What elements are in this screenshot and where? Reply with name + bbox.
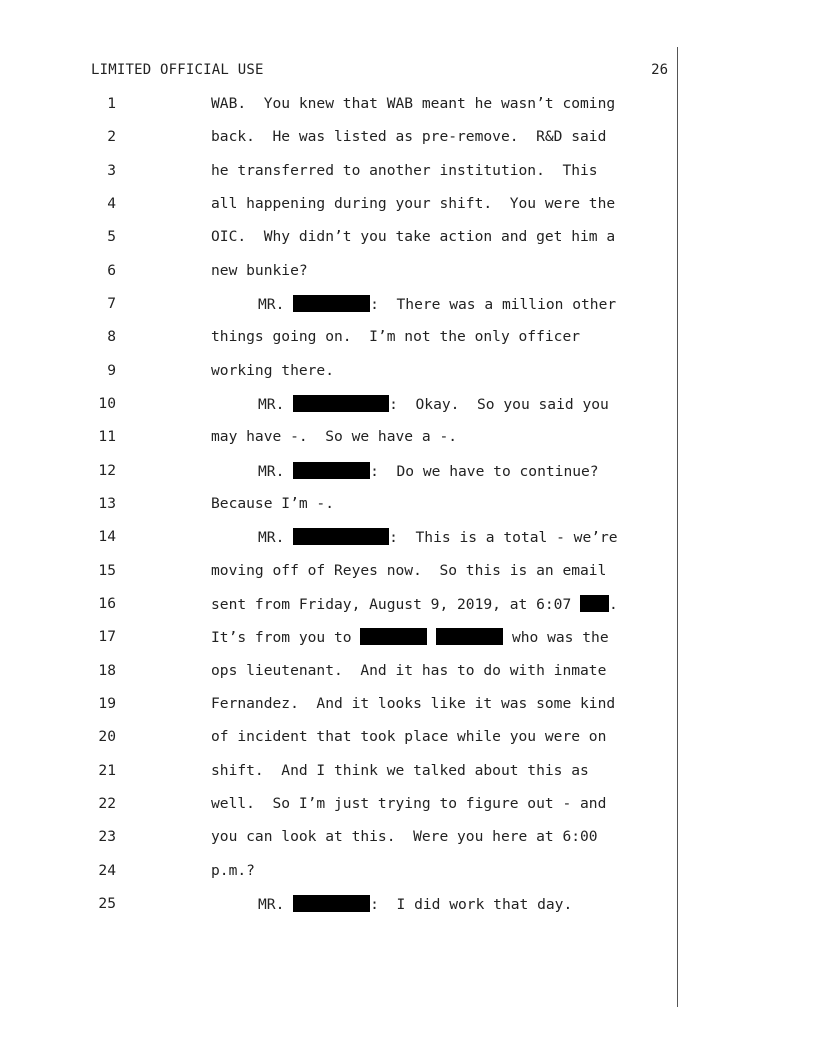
speaker-line	[258, 295, 616, 313]
line-number: 4	[107, 195, 116, 212]
line-text: p.m.?	[211, 862, 255, 879]
line-text-suffix: .	[609, 596, 618, 613]
line-text: things going on. I’m not the only officer	[211, 328, 581, 345]
line-number: 24	[98, 862, 116, 879]
speaker-line	[258, 395, 609, 413]
transcript-line	[0, 495, 700, 517]
line-text: Because I’m -.	[211, 495, 335, 512]
transcript-line	[0, 395, 700, 417]
speech-text: : This is a total - we’re	[389, 529, 618, 546]
line-number: 5	[107, 228, 116, 245]
classification-header: LIMITED OFFICIAL USE	[91, 62, 264, 78]
transcript-line	[0, 295, 700, 317]
transcript-line	[0, 262, 700, 284]
transcript-line	[0, 595, 700, 617]
speaker-prefix: MR.	[258, 529, 294, 546]
transcript-line	[0, 628, 700, 650]
redaction-bar	[360, 628, 427, 645]
transcript-line	[0, 795, 700, 817]
transcript-line	[0, 195, 700, 217]
redaction-bar	[293, 295, 370, 312]
line-text-prefix: It’s from you to	[211, 629, 361, 646]
line-text: of incident that took place while you were on	[211, 728, 607, 745]
line-number: 13	[98, 495, 116, 512]
line-number: 9	[107, 362, 116, 379]
line-number: 6	[107, 262, 116, 279]
redaction-bar	[580, 595, 609, 612]
page-number: 26	[651, 62, 668, 78]
line-text: he transferred to another institution. This	[211, 162, 598, 179]
transcript-line	[0, 562, 700, 584]
line-number: 11	[98, 428, 116, 445]
transcript-line	[0, 228, 700, 250]
transcript-line	[0, 728, 700, 750]
speech-text: : There was a million other	[370, 296, 617, 313]
transcript-line	[0, 895, 700, 917]
redaction-bar	[293, 462, 370, 479]
speaker-prefix: MR.	[258, 896, 294, 913]
line-number: 16	[98, 595, 116, 612]
speech-text: : I did work that day.	[370, 896, 573, 913]
speech-text: : Do we have to continue?	[370, 463, 599, 480]
line-text-suffix: who was the	[503, 629, 609, 646]
redaction-bar	[293, 395, 389, 412]
line-number: 20	[98, 728, 116, 745]
transcript-line	[0, 162, 700, 184]
line-text: back. He was listed as pre-remove. R&D said	[211, 128, 607, 145]
line-text: new bunkie?	[211, 262, 308, 279]
transcript-line	[0, 828, 700, 850]
speaker-line	[258, 895, 572, 913]
transcript-line	[0, 362, 700, 384]
transcript-line	[0, 95, 700, 117]
line-number: 10	[98, 395, 116, 412]
line-number: 21	[98, 762, 116, 779]
transcript-line	[0, 462, 700, 484]
speaker-prefix: MR.	[258, 296, 294, 313]
speaker-line	[258, 528, 618, 546]
transcript-line	[0, 328, 700, 350]
redaction-bar	[293, 528, 389, 545]
line-number: 18	[98, 662, 116, 679]
line-text: working there.	[211, 362, 335, 379]
line-text: may have -. So we have a -.	[211, 428, 458, 445]
transcript-line	[0, 862, 700, 884]
line-text: all happening during your shift. You were the	[211, 195, 616, 212]
speech-text: : Okay. So you said you	[389, 396, 609, 413]
redaction-bar	[436, 628, 503, 645]
line-text: OIC. Why didn’t you take action and get him a	[211, 228, 616, 245]
line-text	[211, 628, 609, 646]
line-text: shift. And I think we talked about this as	[211, 762, 589, 779]
line-number: 1	[107, 95, 116, 112]
line-text: ops lieutenant. And it has to do with inmate	[211, 662, 607, 679]
speaker-prefix: MR.	[258, 463, 294, 480]
speaker-line	[258, 462, 599, 480]
transcript-line	[0, 428, 700, 450]
speaker-prefix: MR.	[258, 396, 294, 413]
transcript-line	[0, 762, 700, 784]
line-number: 14	[98, 528, 116, 545]
line-number: 15	[98, 562, 116, 579]
line-text: Fernandez. And it looks like it was some kind	[211, 695, 616, 712]
line-number: 23	[98, 828, 116, 845]
line-text	[211, 595, 618, 613]
line-text: well. So I’m just trying to figure out - and	[211, 795, 607, 812]
line-number: 22	[98, 795, 116, 812]
line-text-prefix: sent from Friday, August 9, 2019, at 6:07	[211, 596, 581, 613]
line-number: 2	[107, 128, 116, 145]
line-text-gap	[427, 629, 436, 646]
transcript-line	[0, 695, 700, 717]
transcript-line	[0, 128, 700, 150]
line-number: 12	[98, 462, 116, 479]
line-number: 19	[98, 695, 116, 712]
transcript-line	[0, 528, 700, 550]
line-number: 25	[98, 895, 116, 912]
transcript-line	[0, 662, 700, 684]
line-text: moving off of Reyes now. So this is an email	[211, 562, 607, 579]
line-number: 17	[98, 628, 116, 645]
line-number: 3	[107, 162, 116, 179]
line-number: 8	[107, 328, 116, 345]
line-text: WAB. You knew that WAB meant he wasn’t coming	[211, 95, 616, 112]
line-text: you can look at this. Were you here at 6:00	[211, 828, 598, 845]
line-number: 7	[107, 295, 116, 312]
redaction-bar	[293, 895, 370, 912]
